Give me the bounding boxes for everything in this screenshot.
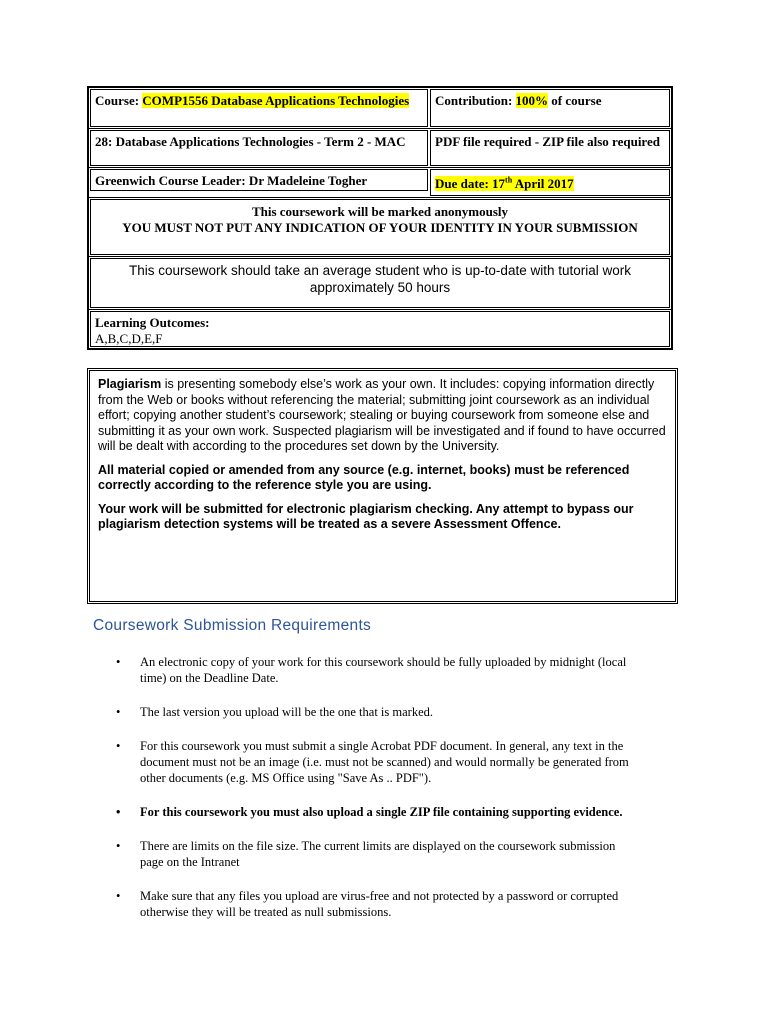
requirement-text: Make sure that any files you upload are virus-free and not protected by a password or corrupted otherwise they will be treated as null submissions. [140,889,619,919]
anonymity-line: This coursework will be marked anonymously [251,204,509,220]
due-date-prefix: Due date: 17 [435,176,506,192]
plagiarism-term: Plagiarism [98,377,162,391]
list-item [112,738,632,786]
plagiarism-definition-text: is presenting somebody else’s work as your own. It includes: copying information directly from the Web or books without referencing the material; submitting joint coursework as an individual effort; copying another student’s coursework; stealing or buying coursework from someone else and submitting it as your own work. Suspected plagiarism will be investigated and if found to have occurred will be dealt with according to the procedures set down by the University. [98,377,666,453]
bullet-icon: • [116,839,121,853]
due-date-month-year: April 2017 [512,176,574,192]
contribution-suffix: of course [548,93,602,108]
requirement-text: There are limits on the file size. The current limits are displayed on the coursework submission page on the Intranet [140,839,616,869]
bullet-icon: • [116,805,121,819]
list-item [112,654,632,686]
course-cell [90,89,428,127]
list-item [112,888,632,920]
list-item [112,804,632,820]
table-row [89,198,671,257]
bullet-icon: • [116,705,121,719]
requirement-text: The last version you upload will be the one that is marked. [140,705,433,719]
plagiarism-checking-warning: Your work will be submitted for electronic plagiarism checking. Any attempt to bypass our plagiarism detection systems will be treated as a severe Assessment Offence. [98,501,634,531]
requirement-text: For this coursework you must also upload a single ZIP file containing supporting evidence. [140,805,623,819]
bullet-icon: • [116,889,121,903]
plagiarism-notice [87,368,678,604]
file-requirement-cell: PDF file required - ZIP file also required [430,130,670,166]
submission-requirements-list [112,654,632,938]
contribution-label: Contribution: [435,93,516,108]
learning-outcomes-label: Learning Outcomes: [95,315,210,331]
table-row [89,257,671,310]
course-leader-cell: Greenwich Course Leader: Dr Madeleine Togher [90,169,428,191]
anonymity-notice [90,199,670,255]
course-value: COMP1556 Database Applications Technologies [142,93,410,108]
module-cell: 28: Database Applications Technologies - Term 2 - MAC [90,130,428,166]
list-item [112,704,632,720]
contribution-cell [430,89,670,127]
requirement-text: An electronic copy of your work for this coursework should be fully uploaded by midnight (local time) on the Deadline Date. [140,655,627,685]
course-label: Course: [95,93,143,108]
table-row [89,129,671,168]
identity-warning: YOU MUST NOT PUT ANY INDICATION OF YOUR IDENTITY IN YOUR SUBMISSION [122,220,638,236]
bullet-icon: • [116,739,121,753]
coursework-info-table [87,86,673,350]
learning-outcomes-cell [90,311,670,347]
table-row [89,168,671,198]
list-item [112,838,632,870]
table-row [89,310,671,348]
learning-outcomes-value: A,B,C,D,E,F [95,331,163,347]
contribution-value: 100% [515,93,549,108]
section-heading: Coursework Submission Requirements [93,617,372,634]
requirement-text: For this coursework you must submit a single Acrobat PDF document. In general, any text in the document must not be an image (i.e. must not be scanned) and would normally be generated from other documents (e.g. MS Office using "Save As .. PDF"). [140,739,629,785]
referencing-requirement: All material copied or amended from any source (e.g. internet, books) must be referenced correctly according to the reference style you are using. [98,462,630,492]
table-row [89,88,671,129]
bullet-icon: • [116,655,121,669]
due-date-cell [430,169,670,196]
due-date-suffix-sup: th [505,176,513,185]
plagiarism-definition [98,377,667,455]
due-date [435,176,574,191]
workload-notice: This coursework should take an average student who is up-to-date with tutorial work approximately 50 hours [90,258,670,308]
